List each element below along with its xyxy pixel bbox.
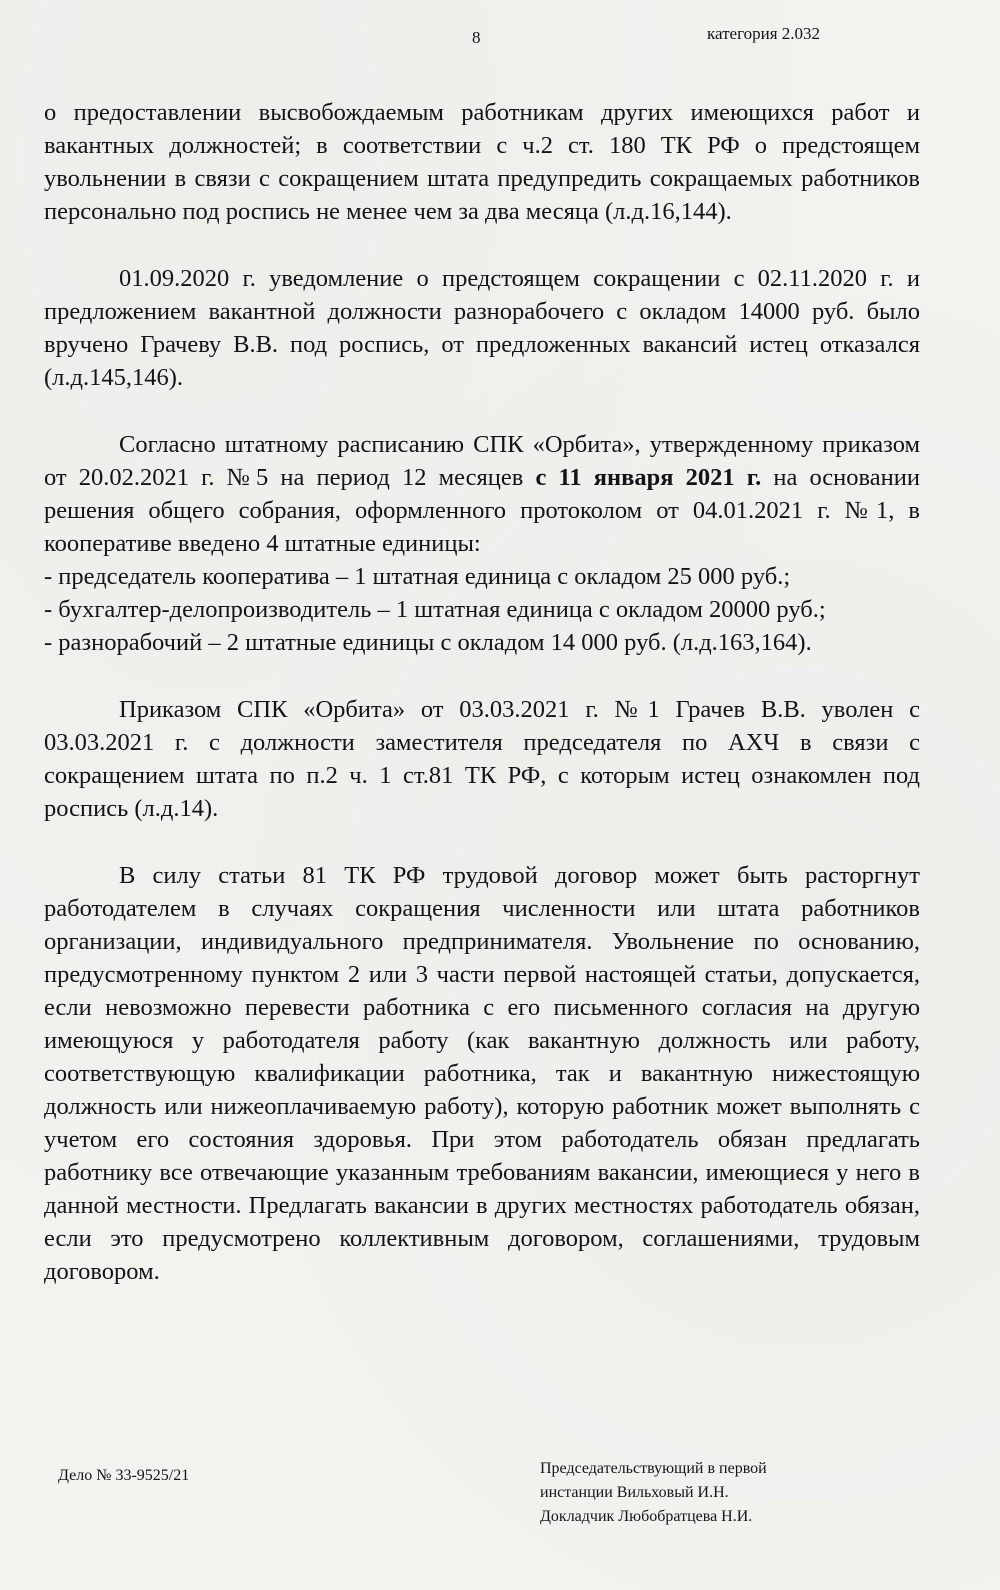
staff-list-item-3: - разнорабочий – 2 штатные единицы с окладом 14 000 руб. (л.д.163,164).	[44, 629, 812, 656]
document-body	[44, 96, 920, 1322]
paragraph-2: 01.09.2020 г. уведомление о предстоящем сокращении с 02.11.2020 г. и предложением вакантной должности разнорабочего с окладом 14000 руб. было вручено Грачеву В.В. под роспись, от предложенных вакансий истец отказался (л.д.145,146).	[44, 265, 920, 391]
judges-block	[540, 1457, 767, 1529]
staff-list-item-1: - председатель кооператива – 1 штатная единица с окладом 25 000 руб.;	[44, 563, 791, 590]
reporter-line: Докладчик Любобратцева Н.И.	[540, 1508, 753, 1525]
page-number: 8	[472, 28, 481, 47]
paragraph-4: Приказом СПК «Орбита» от 03.03.2021 г. №1 Грачев В.В. уволен с 03.03.2021 г. с должности заместителя председателя по АХЧ в связи с сокращением штата по п.2 ч. 1 ст.81 ТК РФ, с которым истец ознакомлен под роспись (л.д.14).	[44, 696, 920, 822]
paragraph-5: В силу статьи 81 ТК РФ трудовой договор может быть расторгнут работодателем в случаях сокращения численности или штата работников организации, индивидуального предпринимателя. Увольнение по основанию, предусмотренному пунктом 2 или 3 части первой настоящей статьи, допускается, если невозможно перевести работника с его письменного согласия на другую имеющуюся у работодателя работу (как вакантную должность или работу, соответствующую квалификации работника, так и вакантную нижестоящую должность или нижеоплачиваемую работу), которую работник может выполнять с учетом его состояния здоровья. При этом работодатель обязан предлагать работнику все отвечающие указанным требованиям вакансии, имеющиеся у него в данной местности. Предлагать вакансии в других местностях работодатель обязан, если это предусмотрено коллективным договором, соглашениями, трудовым договором.	[44, 862, 920, 1285]
paragraph-1: о предоставлении высвобождаемым работникам других имеющихся работ и вакантных должностей; в соответствии с ч.2 ст. 180 ТК РФ о предстоящем увольнении в связи с сокращением штата предупредить сокращаемых работников персонально под роспись не менее чем за два месяца (л.д.16,144).	[44, 99, 920, 225]
presiding-line-2: инстанции Вильховый И.Н.	[540, 1484, 729, 1501]
paragraph-3-end: на основании решения общего собрания, оформленного протоколом от 04.01.2021 г. №1, в кооперативе введено 4 штатные единицы:	[44, 464, 920, 557]
paragraph-3	[44, 428, 920, 560]
paragraph-3-start: Согласно штатному расписанию СПК «Орбита», утвержденному приказом от 20.02.2021 г. №5 на период 12 месяцев	[44, 431, 920, 491]
category-label: категория 2.032	[707, 24, 821, 43]
case-number: Дело № 33-9525/21	[58, 1467, 190, 1484]
presiding-line-1: Председательствующий в первой	[540, 1460, 767, 1477]
paragraph-3-bold-date: с 11 января 2021 г.	[535, 464, 762, 491]
staff-list-item-2: - бухгалтер-делопроизводитель – 1 штатная единица с окладом 20000 руб.;	[44, 596, 826, 623]
